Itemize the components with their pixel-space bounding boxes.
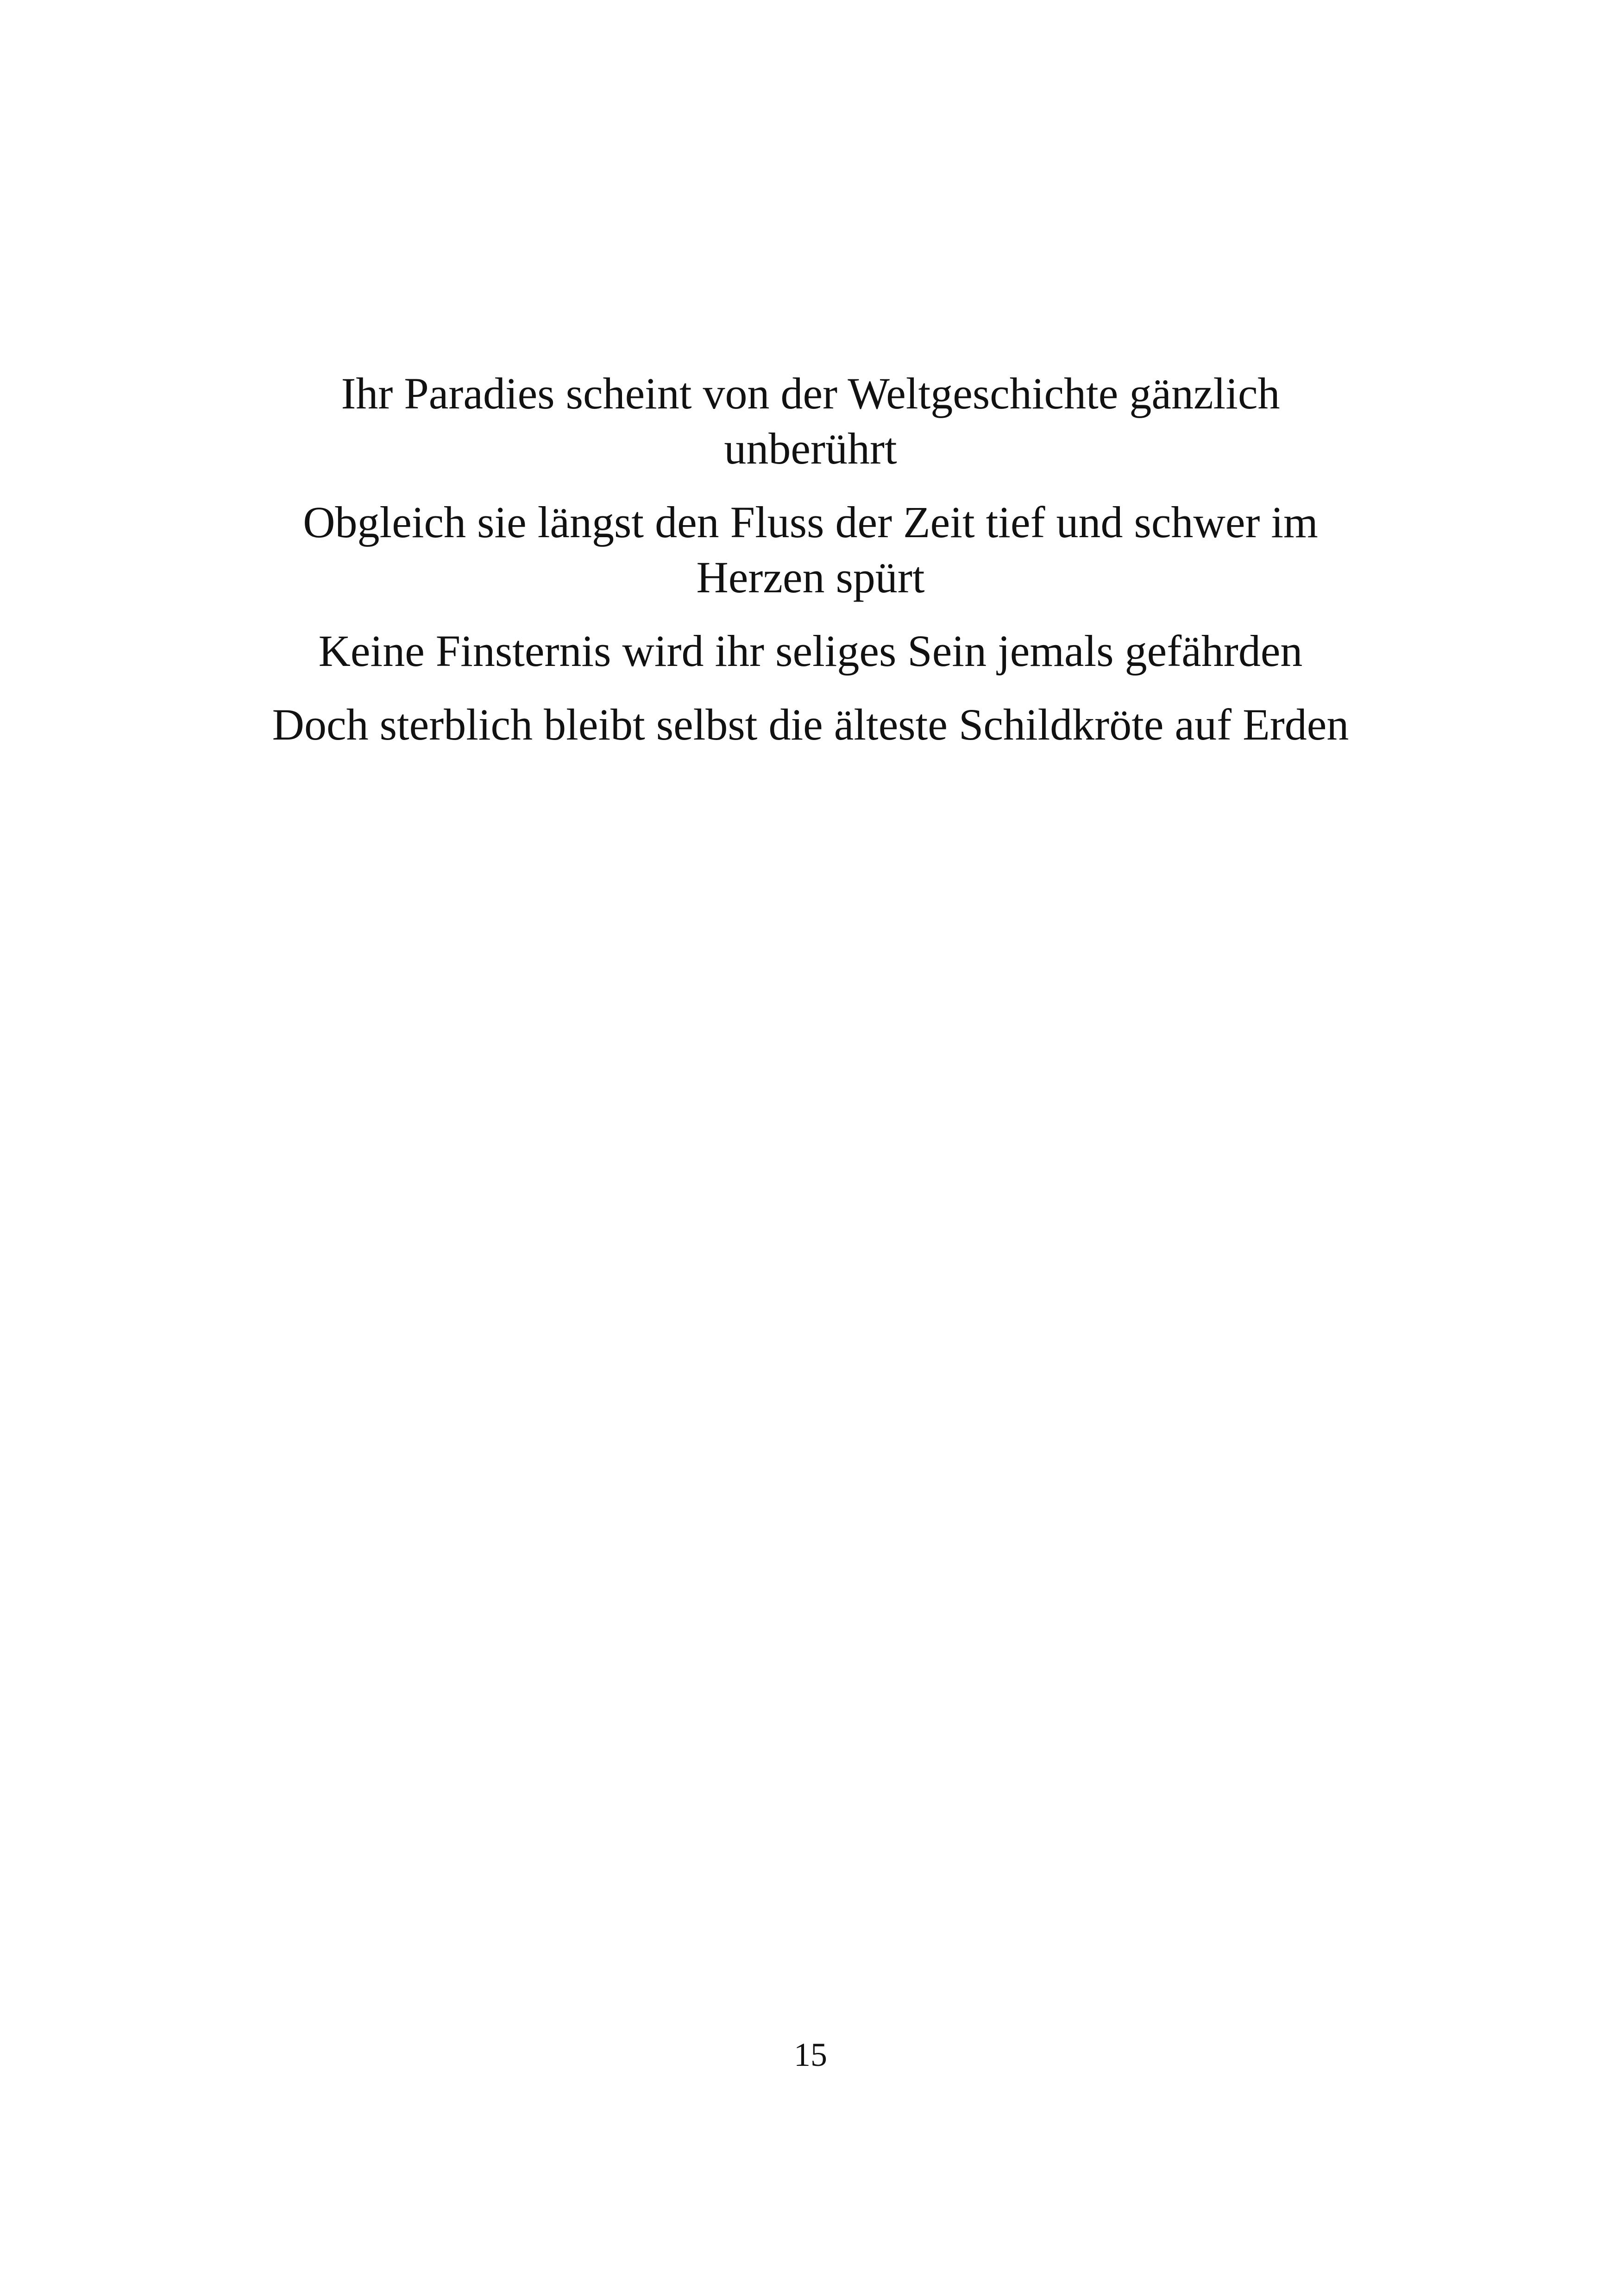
page-number: 15 <box>794 2036 827 2073</box>
verse-1 <box>208 366 1413 476</box>
verse-4-line-1: Doch sterblich bleibt selbst die älteste Schildkröte auf Erden <box>272 700 1349 749</box>
verse-4 <box>208 697 1413 752</box>
verse-3-line-1: Keine Finsternis wird ihr seliges Sein jemals gefährden <box>318 626 1303 676</box>
verse-3 <box>208 623 1413 678</box>
verse-1-line-2: unberührt <box>724 424 897 473</box>
poem-block <box>208 366 1413 752</box>
verse-1-line-1: Ihr Paradies scheint von der Weltgeschichte gänzlich <box>341 369 1280 418</box>
verse-2-line-1: Obgleich sie längst den Fluss der Zeit tief und schwer im <box>303 497 1318 547</box>
verse-2 <box>208 495 1413 605</box>
verse-2-line-2: Herzen spürt <box>696 552 925 602</box>
